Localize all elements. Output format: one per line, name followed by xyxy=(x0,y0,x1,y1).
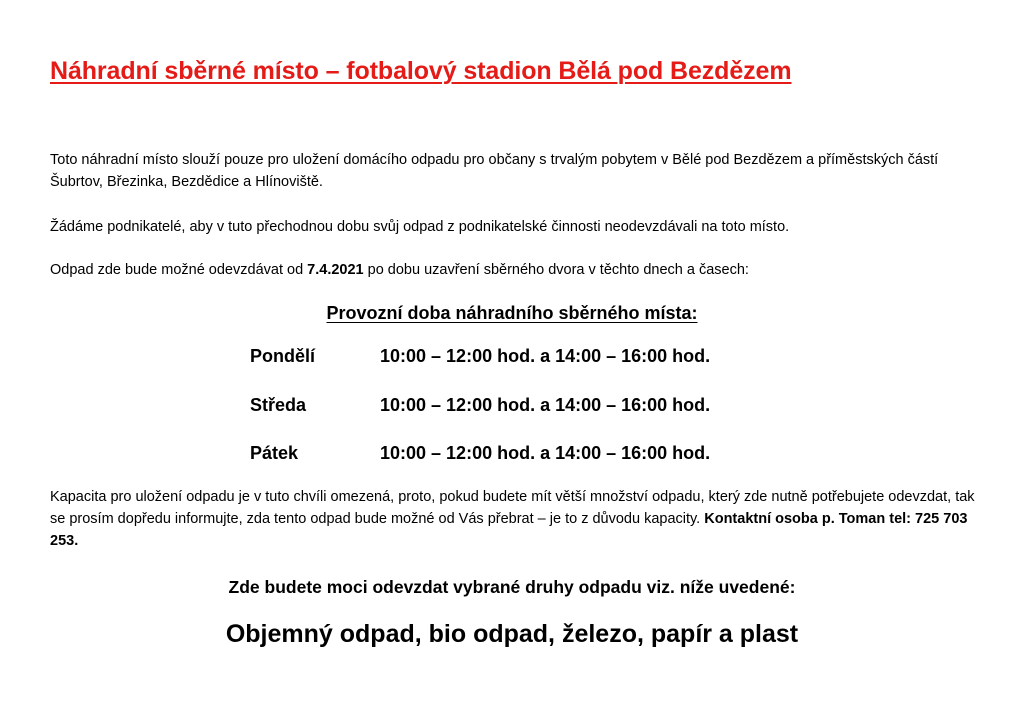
start-text-before: Odpad zde bude možné odevzdávat od xyxy=(50,262,308,278)
schedule-day: Pátek xyxy=(250,443,299,463)
capacity-paragraph xyxy=(50,486,990,552)
waste-heading: Zde budete moci odevzdat vybrané druhy odpadu viz. níže uvedené: xyxy=(228,577,796,597)
businesses-paragraph: Žádáme podnikatelé, aby v tuto přechodnou dobu svůj odpad z podnikatelské činnosti neodevzdávali na toto místo. xyxy=(50,219,790,235)
schedule-hours: 10:00 – 12:00 hod. a 14:00 – 16:00 hod. xyxy=(380,443,711,463)
schedule-heading: Provozní doba náhradního sběrného místa: xyxy=(326,303,698,323)
schedule-day: Středa xyxy=(250,395,307,415)
waste-types: Objemný odpad, bio odpad, železo, papír a plast xyxy=(225,620,799,648)
start-date-paragraph xyxy=(50,259,980,281)
schedule-hours: 10:00 – 12:00 hod. a 14:00 – 16:00 hod. xyxy=(380,346,711,366)
schedule-day: Pondělí xyxy=(250,346,316,366)
intro-paragraph: Toto náhradní místo slouží pouze pro uložení domácího odpadu pro občany s trvalým pobytem v Bělé pod Bezdězem a příměstských částí Šubrtov, Březinka, Bezdědice a Hlínoviště. xyxy=(50,152,939,190)
start-date: 7.4.2021 xyxy=(307,262,364,278)
start-text-after: po dobu uzavření sběrného dvora v těchto dnech a časech: xyxy=(363,262,749,278)
page-title: Náhradní sběrné místo – fotbalový stadion Bělá pod Bezdězem xyxy=(50,57,792,85)
schedule-hours: 10:00 – 12:00 hod. a 14:00 – 16:00 hod. xyxy=(380,395,711,415)
capacity-text: Kapacita pro uložení odpadu je v tuto chvíli omezená, proto, pokud budete mít větší množství odpadu, který zde nutně potřebujete odevzdat, tak se prosím dopředu informujte, zda tento odpad bude možné od Vás přebrat – je to z důvodu kapacity. xyxy=(50,489,975,527)
contact-info: Kontaktní osoba p. Toman tel: 725 703 253. xyxy=(50,511,968,549)
